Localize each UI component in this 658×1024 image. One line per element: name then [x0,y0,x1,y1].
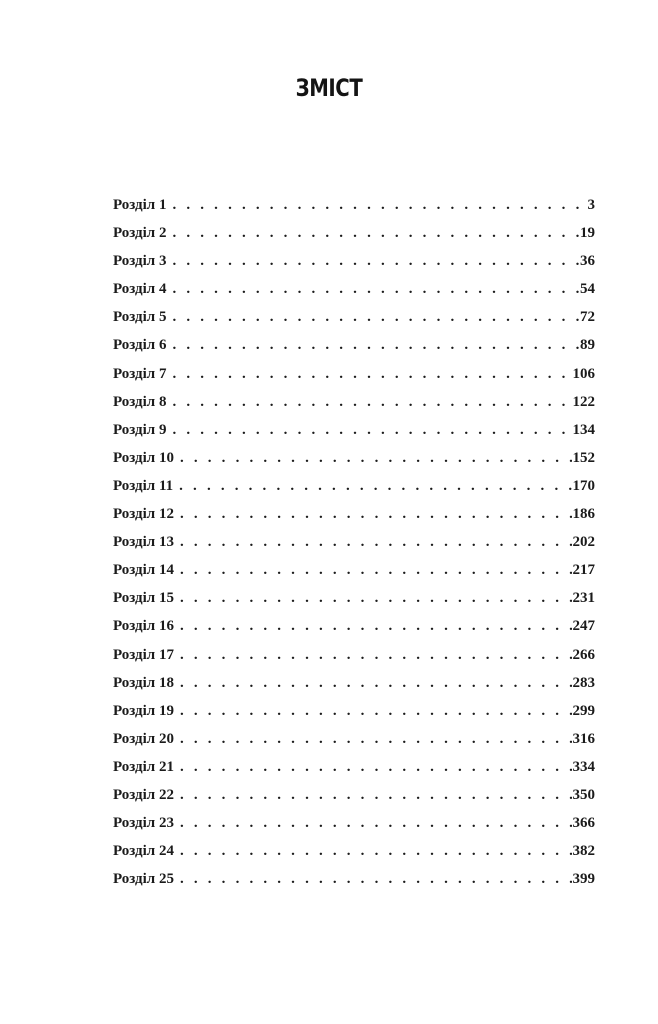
page-number: 231 [572,590,595,607]
page-number: 350 [572,786,595,803]
dot-leader [180,787,572,804]
page-number: 334 [572,758,595,775]
toc-entry [113,759,595,787]
chapter-label: Розділ 8 [113,393,167,410]
dot-leader [172,197,586,214]
toc-entry [113,450,595,478]
page-number: 72 [580,309,595,326]
page-number: 134 [572,421,595,438]
chapter-label: Розділ 10 [113,449,174,466]
chapter-label: Розділ 12 [113,506,174,523]
dot-leader [172,422,571,439]
dot-leader [180,703,572,720]
page-number: 366 [572,815,595,832]
dot-leader [172,225,579,242]
toc-entry [113,394,595,422]
dot-leader [180,562,572,579]
dot-leader [180,843,572,860]
toc-entry [113,534,595,562]
toc-entry [113,506,595,534]
page-number: 382 [572,843,595,860]
chapter-label: Розділ 6 [113,337,167,354]
dot-leader [180,590,572,607]
dot-leader [180,506,572,523]
page-number: 299 [572,702,595,719]
page-number: 247 [572,618,595,635]
dot-leader [180,450,572,467]
dot-leader [172,337,579,354]
dot-leader [180,618,572,635]
toc-entry [113,703,595,731]
dot-leader [172,281,579,298]
chapter-label: Розділ 21 [113,758,174,775]
toc-entry [113,590,595,618]
toc-entry [113,337,595,365]
chapter-label: Розділ 25 [113,871,174,888]
dot-leader [180,731,572,748]
page-number: 316 [572,730,595,747]
dot-leader [180,815,572,832]
toc-entry [113,731,595,759]
dot-leader [172,309,579,326]
page-number: 217 [572,562,595,579]
page-number: 170 [572,477,595,494]
page-number: 399 [572,871,595,888]
toc-entry [113,871,595,899]
chapter-label: Розділ 4 [113,281,167,298]
chapter-label: Розділ 9 [113,421,167,438]
page-number: 122 [572,393,595,410]
page-number: 152 [572,449,595,466]
chapter-label: Розділ 5 [113,309,167,326]
dot-leader [172,394,571,411]
dot-leader [180,534,572,551]
toc-entry [113,281,595,309]
toc-entry [113,675,595,703]
page-number: 36 [580,253,595,270]
toc-entry [113,366,595,394]
chapter-label: Розділ 17 [113,646,174,663]
chapter-label: Розділ 11 [113,477,174,494]
page-number: 54 [580,281,595,298]
page-number: 186 [572,506,595,523]
page-number: 3 [587,197,595,213]
chapter-label: Розділ 19 [113,702,174,719]
page-number: 89 [580,337,595,354]
chapter-label: Розділ 16 [113,618,174,635]
chapter-label: Розділ 15 [113,590,174,607]
chapter-label: Розділ 24 [113,843,174,860]
toc-entry [113,815,595,843]
chapter-label: Розділ 1 [113,197,167,213]
dot-leader [180,759,572,776]
page-number: 202 [572,534,595,551]
dot-leader [172,366,571,383]
page-number: 106 [572,365,595,382]
toc-entry [113,562,595,590]
toc-entry [113,787,595,815]
toc-entry [113,197,595,225]
toc-entry [113,309,595,337]
dot-leader [180,675,572,692]
toc-entry [113,422,595,450]
page-title: ЗМІСТ [295,74,363,102]
chapter-label: Розділ 14 [113,562,174,579]
chapter-label: Розділ 7 [113,365,167,382]
chapter-label: Розділ 18 [113,674,174,691]
page-number: 266 [572,646,595,663]
chapter-label: Розділ 3 [113,253,167,270]
page-number: 19 [580,225,595,242]
chapter-label: Розділ 22 [113,786,174,803]
dot-leader [179,478,571,495]
toc-entry [113,225,595,253]
toc-entry [113,618,595,646]
toc-entry [113,478,595,506]
chapter-label: Розділ 20 [113,730,174,747]
dot-leader [180,871,572,888]
dot-leader [180,647,572,664]
table-of-contents [113,197,595,899]
toc-entry [113,843,595,871]
page-number: 283 [572,674,595,691]
dot-leader [172,253,579,270]
chapter-label: Розділ 23 [113,815,174,832]
toc-entry [113,253,595,281]
toc-entry [113,647,595,675]
chapter-label: Розділ 13 [113,534,174,551]
chapter-label: Розділ 2 [113,225,167,242]
